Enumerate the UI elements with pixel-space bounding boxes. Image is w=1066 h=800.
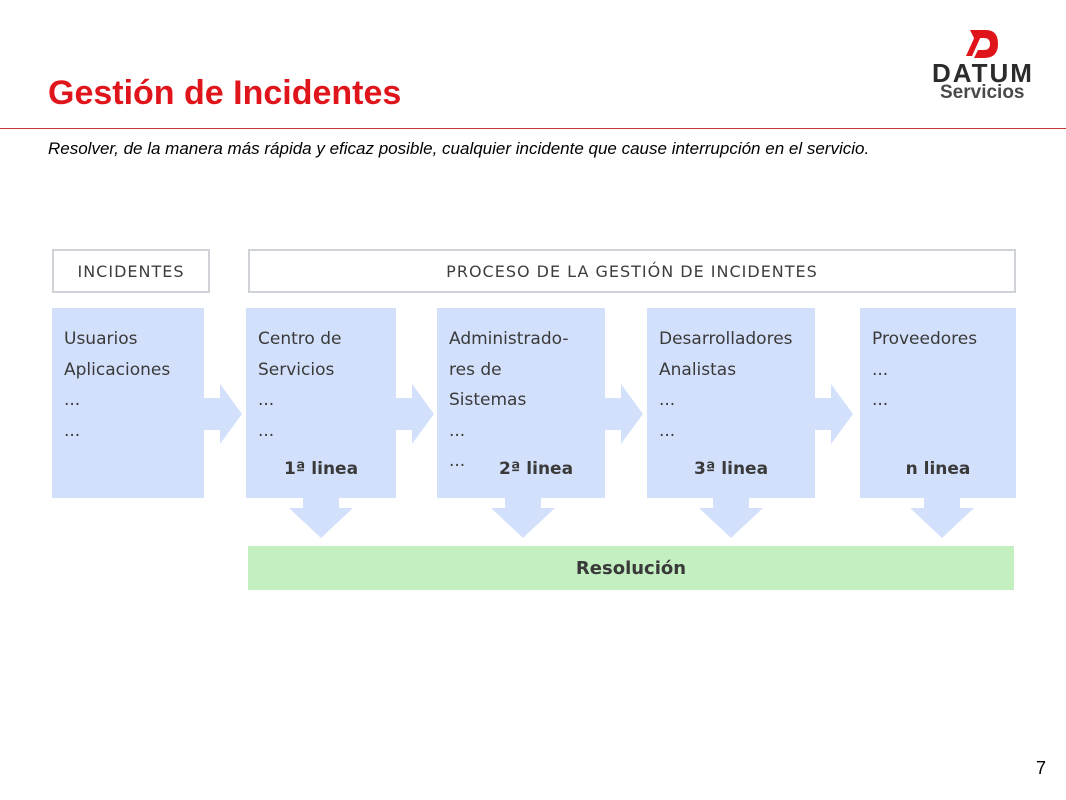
stage-line: ... (64, 390, 81, 410)
stage-line: Aplicaciones (64, 359, 171, 380)
page-title: Gestión de Incidentes (48, 74, 402, 112)
incidents-header: INCIDENTES (52, 249, 210, 293)
flow-arrow-down-icon (289, 498, 353, 538)
stage-line: ... (872, 390, 889, 410)
stage-line: Proveedores (872, 329, 978, 349)
page-number: 7 (1036, 758, 1047, 778)
flow-arrow-right-icon (204, 384, 244, 444)
flow-arrow-right-icon (605, 384, 645, 444)
stage-line: res de (449, 359, 502, 380)
resolution-box: Resolución (248, 546, 1014, 590)
stage-developers (647, 308, 815, 498)
support-level-label: n linea (905, 458, 971, 479)
page-subtitle: Resolver, de la manera más rápida y eficaz posible, cualquier incidente que cause interrupción en el servicio. (48, 139, 870, 158)
logo-subtitle: Servicios (940, 82, 1025, 103)
stage-line: ... (449, 451, 466, 471)
stage-providers (860, 308, 1016, 498)
process-header: PROCESO DE LA GESTIÓN DE INCIDENTES (248, 249, 1016, 293)
stage-line: Analistas (659, 359, 737, 380)
stage-line: ... (258, 420, 275, 441)
stage-line: Usuarios (64, 329, 138, 349)
flow-arrow-down-icon (491, 498, 555, 538)
stage-line: Centro de (258, 329, 342, 349)
stage-line: ... (258, 390, 275, 410)
flow-arrow-right-icon (815, 384, 855, 444)
stage-line: Sistemas (449, 390, 527, 410)
stage-line: Servicios (258, 359, 335, 380)
stage-line: ... (449, 420, 466, 441)
stage-line: Desarrolladores (659, 329, 793, 349)
stage-line: ... (64, 420, 81, 441)
support-level-label: 2ª linea (498, 458, 574, 479)
support-level-label: 3ª linea (693, 458, 769, 479)
stage-service-center (246, 308, 396, 498)
stage-line: Administrado- (449, 329, 569, 349)
logo-wordmark: DATUM (932, 58, 1034, 88)
stage-system-admins (437, 308, 605, 498)
flow-arrow-down-icon (699, 498, 763, 538)
stage-users (52, 308, 204, 498)
flow-arrow-right-icon (396, 384, 436, 444)
stage-line: ... (659, 390, 676, 410)
support-level-label: 1ª linea (283, 458, 359, 479)
stage-line: ... (872, 359, 889, 380)
stage-line: ... (659, 420, 676, 441)
flow-arrow-down-icon (910, 498, 974, 538)
